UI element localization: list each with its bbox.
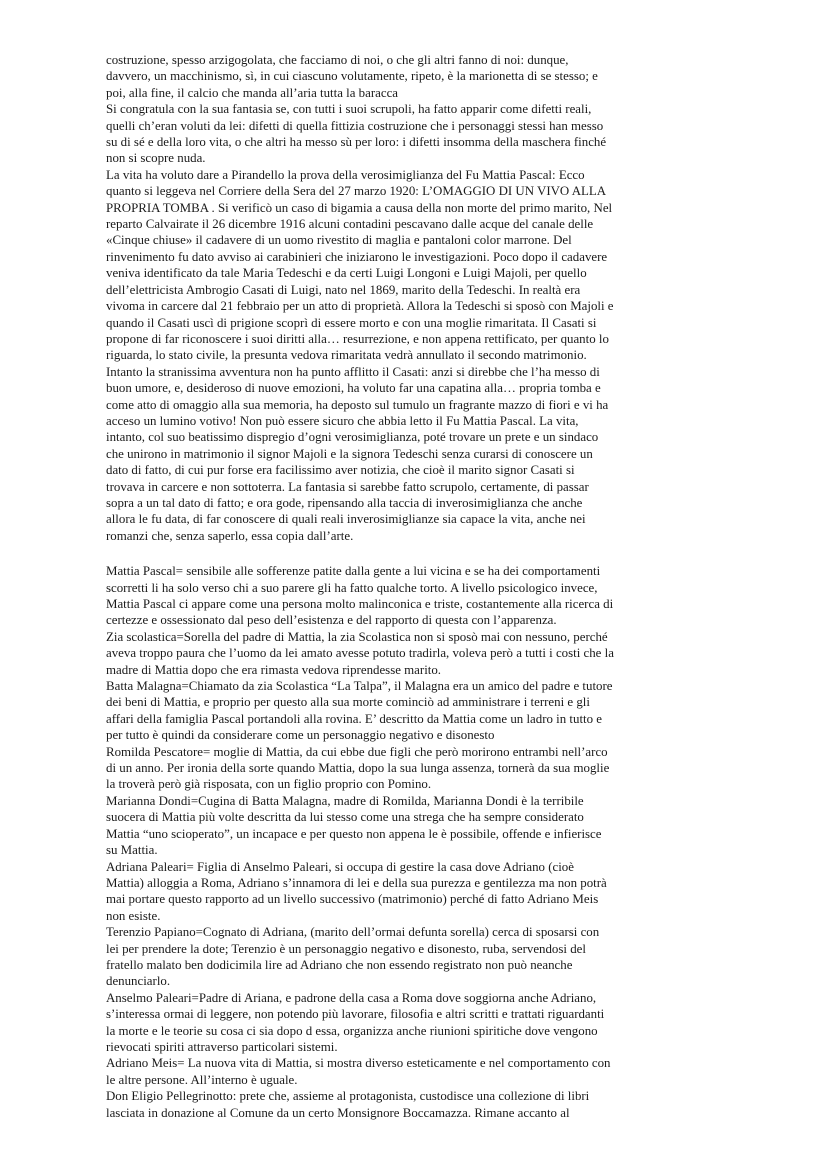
character-adriano-meis: Adriano Meis= La nuova vita di Mattia, si mostra diverso esteticamente e nel comportamento con le altre persone. All’interno è uguale. [106, 1056, 611, 1087]
character-romilda-pescatore: Romilda Pescatore= moglie di Mattia, da cui ebbe due figli che però morirono entrambi nell’arco di un anno. Per ironia della sorte quando Mattia, dopo la sua lunga assenza, tornerà da sua moglie la troverà però già risposata, con un figlio proprio con Pomino. [106, 744, 610, 792]
character-anselmo-paleari: Anselmo Paleari=Padre di Ariana, e padrone della casa a Roma dove soggiorna anche Adriano, s’interessa ormai di leggere, non potendo più lavorare, filosofia e altri scritti e trattati riguardanti la morte e le teorie su cosa ci sia dopo d essa, organizza anche riunioni spiritiche dove vengono rievocati spiriti attraverso particolari sistemi. [106, 990, 605, 1054]
character-mattia-pascal: Mattia Pascal= sensibile alle sofferenze patite dalla gente a lui vicina e se ha dei comportamenti scorretti li ha solo verso chi a suo parere gli ha fatto qualche torto. A livello psicologico invece, Mattia Pascal ci appare come una persona molto malinconica e triste, costantemente alla ricerca di certezze e ossessionato dal peso dell’esistenza e del rapporto di questa con l’apparenza. [106, 564, 614, 628]
character-adriana-paleari: Adriana Paleari= Figlia di Anselmo Paleari, si occupa di gestire la casa dove Adriano (cioè Mattia) alloggia a Roma, Adriano s’innamora di lei e della sua purezza e gentilezza ma non potrà mai portare questo rapporto ad un livello successivo (matrimonio) perché di fatto Adriano Meis non esiste. [106, 859, 607, 923]
character-marianna-dondi: Marianna Dondi=Cugina di Batta Malagna, madre di Romilda, Marianna Dondi è la terribile suocera di Mattia più volte descritta da lui stesso come una strega che ha sempre considerato Mattia “uno scioperato”, un incapace e per questo non appena le è possibile, offende e infierisce su Mattia. [106, 793, 602, 858]
paragraph-newspaper-story: La vita ha voluto dare a Pirandello la prova della verosimiglianza del Fu Mattia Pascal: Ecco quanto si leggeva nel Corriere della Sera del 27 marzo 1920: L’OMAGGIO DI UN VIVO ALLA PROPRIA TOMBA . Si verificò un caso di bigamia a causa della non morte del primo marito, Nel reparto Calvairate il 26 dicembre 1916 alcuni contadini pescavano dalle acque del canale delle «Cinque chiuse» il cadavere di un uomo rivestito di maglia e pantaloni color marrone. Del rinvenimento fu dato avviso ai carabinieri che iniziarono le investigazioni. Poco dopo il cadavere veniva identificato da tale Maria Tedeschi e da certi Luigi Longoni e Luigi Majoli, per quello dell’elettricista Ambrogio Casati di Luigi, nato nel 1869, marito della Tedeschi. In realtà era vivoma in carcere dal 21 febbraio per un atto di proprietà. Allora la Tedeschi si sposò con Majoli e quando il Casati uscì di prigione scoprì di essere morto e con una moglie rimaritata. Il Casati si propone di far riconoscere i suoi diritti alla… resurrezione, e non appena rettificato, per quanto lo riguarda, lo stato civile, la presunta vedova rimaritata vedrà annullato il secondo matrimonio. Intanto la stranissima avventura non ha punto afflitto il Casati: anzi si direbbe che l’ha messo di buon umore, e, desideroso di nuove emozioni, ha voluto far una capatina alla… propria tomba e come atto di omaggio alla sua memoria, ha deposto sul tumulo un fragrante mazzo di fiori e vi ha acceso un lumino votivo! Non può essere sicuro che abbia letto il Fu Mattia Pascal. La vita, intanto, col suo beatissimo dispregio d’ogni verosimiglianza, poté trovare un prete e un sindaco che unirono in matrimonio il signor Majoli e la signora Tedeschi senza curarsi di conoscere un dato di fatto, di cui pur forse era facilissimo aver notizia, che cioè il marito signor Casati si trovava in carcere e non sottoterra. La fantasia si sarebbe fatto scrupolo, certamente, di passar sopra a un tal dato di fatto; e ora gode, ripensando alla taccia di inverosimiglianza che anche allora le fu data, di far conoscere di quali reali inverosimiglianze sia capace la vita, anche nei romanzi che, senza saperlo, essa copia dall’arte. [106, 167, 614, 543]
character-batta-malagna: Batta Malagna=Chiamato da zia Scolastica “La Talpa”, il Malagna era un amico del padre e tutore dei beni di Mattia, e proprio per questo alla sua morte cominciò ad amministrare i terreni e gli affari della famiglia Pascal portandoli alla rovina. E’ descritto da Mattia come un ladro in tutto e per tutto è quindi da considerare come un personaggio negativo e disonesto [106, 679, 613, 743]
character-list [106, 563, 614, 1121]
paragraph-marionette: costruzione, spesso arzigogolata, che facciamo di noi, o che gli altri fanno di noi: dunque, davvero, un macchinismo, sì, in cui ciascuno volutamente, ripeto, è la marionetta di se stesso; e poi, alla fine, il calcio che manda all’aria tutta la baracca [106, 53, 598, 100]
paragraph-fantasy: Si congratula con la sua fantasia se, con tutti i suoi scrupoli, ha fatto apparir come difetti reali, quelli ch’eran voluti da lei: difetti di quella fittizia costruzione che i personaggi stessi han messo su di sé e della loro vita, o che altri ha messo sù per loro: i difetti insomma della maschera finché non si scopre nuda. [106, 102, 607, 166]
section-gap [106, 544, 614, 563]
essay-section [106, 52, 614, 544]
document-page [106, 52, 614, 1121]
character-zia-scolastica: Zia scolastica=Sorella del padre di Mattia, la zia Scolastica non si sposò mai con nessuno, perché aveva troppo paura che l’uomo da lei amato avesse potuto tradirla, voleva però a tutti i costi che la madre di Mattia dopo che era rimasta vedova riprendesse marito. [106, 629, 614, 677]
character-don-eligio: Don Eligio Pellegrinotto: prete che, assieme al protagonista, custodisce una collezione di libri lasciata in donazione al Comune da un certo Monsignore Boccamazza. Rimane accanto al [106, 1089, 590, 1120]
character-terenzio-papiano: Terenzio Papiano=Cognato di Adriana, (marito dell’ormai defunta sorella) cerca di sposarsi con lei per prendere la dote; Terenzio è un personaggio negativo e disonesto, ruba, servendosi del fratello malato ben dodicimila lire ad Adriano che non essendo registrato non può neanche denunciarlo. [106, 925, 600, 989]
